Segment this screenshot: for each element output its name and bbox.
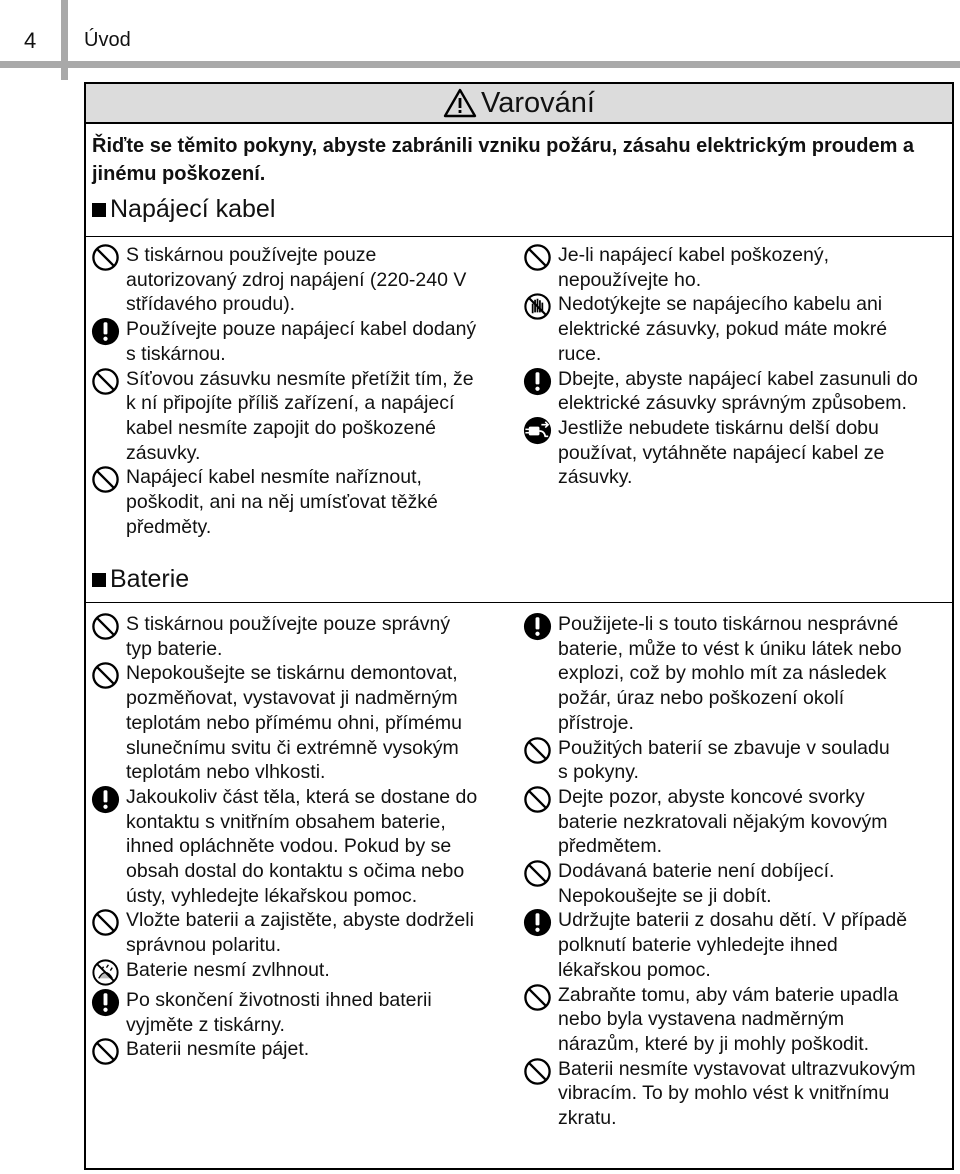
safety-item-text	[558, 243, 942, 292]
safety-item	[522, 367, 942, 416]
text-line: obsah dostal do kontaktu s očima nebo	[126, 860, 465, 883]
warning-title-bar	[86, 84, 952, 124]
text-line: nebo byla vystavena nadměrným	[558, 1008, 845, 1031]
prohibition-icon	[522, 982, 553, 1013]
safety-item-text	[558, 908, 942, 982]
text-line: předmětem.	[558, 835, 663, 858]
text-line: Vložte baterii a zajistěte, abyste dodrželi	[126, 909, 474, 932]
prohibition-icon	[90, 611, 121, 642]
prohibition-icon	[522, 858, 553, 889]
text-line: ihned opláchněte vodou. Pokud by se	[126, 835, 452, 858]
mandatory-icon	[522, 611, 553, 642]
safety-item-text	[558, 736, 942, 785]
text-line: s pokyny.	[558, 761, 639, 784]
safety-item	[90, 908, 510, 957]
prohibition-icon	[522, 1056, 553, 1087]
safety-item	[90, 367, 510, 466]
battery-divider	[86, 602, 952, 603]
safety-item	[90, 465, 510, 539]
text-line: nárazům, které by ji mohly poškodit.	[558, 1032, 870, 1055]
safety-item	[522, 292, 942, 366]
safety-item	[90, 243, 510, 317]
text-line: Baterii nesmíte vystavovat ultrazvukovým	[558, 1057, 916, 1080]
text-line: elektrické zásuvky, pokud máte mokré	[558, 318, 888, 341]
text-line: střídavého proudu).	[126, 293, 296, 316]
battery-heading-text: Baterie	[110, 565, 190, 593]
text-line: Dbejte, abyste napájecí kabel zasunuli do	[558, 367, 918, 390]
safety-item-text	[126, 465, 510, 539]
mandatory-icon	[90, 987, 121, 1018]
power-cord-left-column	[90, 243, 510, 539]
text-line: teplotám nebo vlhkosti.	[126, 761, 326, 784]
text-line: zkratu.	[558, 1107, 617, 1130]
text-line: Použijete-li s touto tiskárnou nesprávné	[558, 613, 899, 635]
safety-item-text	[558, 612, 942, 736]
warning-title: Varování	[481, 86, 595, 119]
text-line: Udržujte baterii z dosahu dětí. V případě	[558, 909, 908, 932]
mandatory-icon	[90, 316, 121, 347]
text-line: Nedotýkejte se napájecího kabelu ani	[558, 293, 883, 316]
text-line: S tiskárnou používejte pouze	[126, 244, 377, 266]
text-line: předměty.	[126, 515, 212, 538]
no-wet-hands-icon	[522, 291, 553, 322]
text-line: Jestliže nebudete tiskárnu delší dobu	[558, 416, 879, 439]
text-line: vyjměte z tiskárny.	[126, 1013, 285, 1036]
text-line: Baterii nesmíte pájet.	[126, 1038, 310, 1061]
safety-item-text	[558, 983, 942, 1057]
text-line: elektrické zásuvky správným způsobem.	[558, 392, 907, 415]
text-line: autorizovaný zdroj napájení (220-240 V	[126, 268, 467, 291]
text-line: Použitých baterií se zbavuje v souladu	[558, 736, 890, 759]
safety-item-text	[558, 859, 942, 908]
header-rule	[0, 61, 960, 68]
safety-item	[90, 661, 510, 785]
text-line: kabel nesmíte zapojit do poškozené	[126, 416, 437, 439]
prohibition-icon	[90, 1036, 121, 1067]
safety-item-text	[126, 908, 510, 957]
square-bullet-icon	[92, 203, 106, 217]
text-line: Dodávaná baterie není dobíjecí.	[558, 860, 835, 883]
text-line: zásuvky.	[558, 466, 633, 489]
safety-item	[522, 243, 942, 292]
safety-item	[522, 1057, 942, 1131]
prohibition-icon	[522, 735, 553, 766]
battery-heading	[92, 565, 189, 594]
text-line: S tiskárnou používejte pouze správný	[126, 613, 451, 635]
battery-left-column	[90, 612, 510, 1067]
safety-item	[522, 983, 942, 1057]
text-line: ruce.	[558, 342, 602, 365]
prohibition-icon	[90, 366, 121, 397]
safety-item	[90, 785, 510, 909]
text-line: pozměňovat, vystavovat ji nadměrným	[126, 687, 458, 710]
text-line: k ní připojíte příliš zařízení, a napájecí	[126, 392, 455, 415]
safety-item-text	[126, 988, 510, 1037]
mandatory-icon	[522, 366, 553, 397]
text-line: teplotám nebo přímému ohni, přímému	[126, 711, 462, 734]
safety-item	[522, 736, 942, 785]
square-bullet-icon	[92, 573, 106, 587]
safety-item	[522, 785, 942, 859]
page-number: 4	[24, 28, 37, 53]
header-divider	[61, 0, 68, 80]
safety-item-text	[126, 612, 510, 661]
warning-triangle-icon	[443, 88, 477, 118]
safety-item	[90, 958, 510, 988]
text-line: baterie nezkratovali nějakým kovovým	[558, 810, 888, 833]
text-line: explozi, což by mohlo mít za následek	[558, 662, 887, 685]
warning-box	[84, 82, 954, 1170]
safety-item-text	[126, 367, 510, 466]
safety-item-text	[558, 1057, 942, 1131]
text-line: Napájecí kabel nesmíte naříznout,	[126, 466, 422, 489]
text-line: lékařskou pomoc.	[558, 958, 711, 981]
safety-item-text	[126, 661, 510, 785]
text-line: vibracím. To by mohlo vést k vnitřnímu	[558, 1082, 890, 1105]
text-line: Baterie nesmí zvlhnout.	[126, 958, 330, 981]
safety-item	[90, 612, 510, 661]
safety-item	[90, 988, 510, 1037]
power-cord-heading	[92, 195, 275, 224]
no-water-icon	[90, 957, 121, 988]
power-cord-heading-text: Napájecí kabel	[110, 195, 276, 223]
text-line: Je-li napájecí kabel poškozený,	[558, 244, 829, 266]
text-line: slunečnímu svitu či extrémně vysokým	[126, 736, 459, 759]
text-line: kontaktu s vnitřním obsahem baterie,	[126, 810, 446, 833]
text-line: Síťovou zásuvku nesmíte přetížit tím, že	[126, 367, 474, 390]
prohibition-icon	[522, 784, 553, 815]
safety-item-text	[558, 785, 942, 859]
prohibition-icon	[522, 242, 553, 273]
safety-item-text	[558, 416, 942, 490]
safety-item	[522, 612, 942, 736]
safety-item-text	[126, 243, 510, 317]
battery-right-column	[522, 612, 942, 1131]
safety-item-text	[126, 1037, 510, 1062]
safety-item	[90, 317, 510, 366]
safety-item	[90, 1037, 510, 1067]
safety-item	[522, 416, 942, 490]
text-line: Používejte pouze napájecí kabel dodaný	[126, 318, 477, 341]
text-line: Zabraňte tomu, aby vám baterie upadla	[558, 983, 899, 1006]
text-line: Nepokoušejte se tiskárnu demontovat,	[126, 662, 458, 685]
safety-item-text	[558, 292, 942, 366]
text-line: používat, vytáhněte napájecí kabel ze	[558, 441, 885, 464]
text-line: typ baterie.	[126, 637, 223, 660]
text-line: Nepokoušejte se ji dobít.	[558, 884, 772, 907]
safety-item-text	[558, 367, 942, 416]
text-line: zásuvky.	[126, 441, 201, 464]
safety-item-text	[126, 317, 510, 366]
text-line: přístroje.	[558, 711, 634, 734]
text-line: Po skončení životnosti ihned baterii	[126, 988, 432, 1011]
prohibition-icon	[90, 907, 121, 938]
power-cord-divider	[86, 236, 952, 237]
text-line: baterie, může to vést k úniku látek nebo	[558, 637, 902, 660]
text-line: nepoužívejte ho.	[558, 268, 702, 291]
mandatory-icon	[90, 784, 121, 815]
power-cord-right-column	[522, 243, 942, 490]
text-line: s tiskárnou.	[126, 342, 226, 365]
text-line: ústy, vyhledejte lékařskou pomoc.	[126, 884, 418, 907]
safety-item	[522, 859, 942, 908]
text-line: poškodit, ani na něj umísťovat těžké	[126, 491, 438, 514]
prohibition-icon	[90, 660, 121, 691]
text-line: Jakoukoliv část těla, která se dostane do	[126, 785, 478, 808]
safety-item-text	[126, 785, 510, 909]
text-line: polknutí baterie vyhledejte ihned	[558, 934, 838, 957]
safety-item	[522, 908, 942, 982]
text-line: Dejte pozor, abyste koncové svorky	[558, 785, 865, 808]
safety-item-text	[126, 958, 510, 983]
text-line: požár, úraz nebo poškození okolí	[558, 687, 845, 710]
prohibition-icon	[90, 464, 121, 495]
unplug-icon	[522, 415, 553, 446]
prohibition-icon	[90, 242, 121, 273]
section-title: Úvod	[84, 29, 131, 51]
warning-intro: Řiďte se těmito pokyny, abyste zabránili vzniku požáru, zásahu elektrickým proudem a jinému poškození.	[92, 135, 915, 185]
mandatory-icon	[522, 907, 553, 938]
text-line: správnou polaritu.	[126, 934, 282, 957]
